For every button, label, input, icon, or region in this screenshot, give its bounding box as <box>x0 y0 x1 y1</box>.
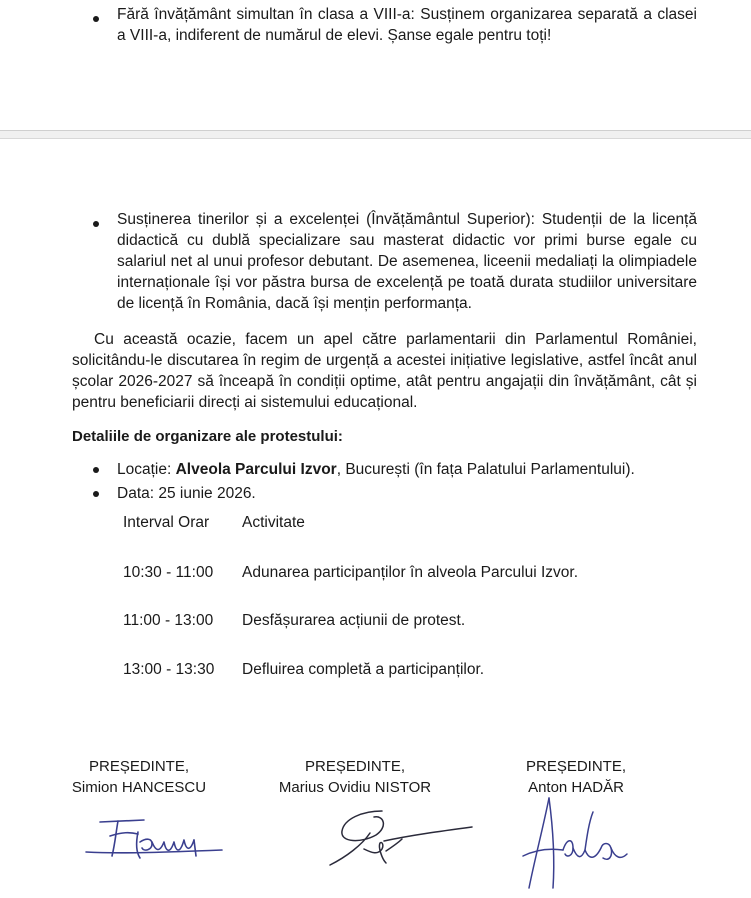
schedule-row-activity: Defluirea completă a participanților. <box>242 661 485 678</box>
signatory-title: PREȘEDINTE, <box>525 758 627 775</box>
organization-heading: Detaliile de organizare ale protestului: <box>72 428 343 445</box>
signatory-block <box>268 756 442 798</box>
bullet-icon <box>93 491 99 497</box>
signature-hancescu <box>82 812 242 868</box>
schedule-row-activity: Adunarea participanților în alveola Parcului Izvor. <box>242 564 579 581</box>
signature-nistor <box>322 805 482 877</box>
signatory-name: Marius Ovidiu NISTOR <box>278 779 432 796</box>
signature-hadar <box>515 788 645 896</box>
location-venue: Alveola Parcului Izvor <box>175 461 337 478</box>
schedule-row-time: 13:00 - 13:30 <box>123 661 215 678</box>
signatory-name: Anton HADĂR <box>528 779 624 796</box>
bullet-text: Fără învățământ simultan în clasa a VIII-a: Susținem organizarea separată a clasei a VIII-a, indiferent de numărul de elevi. Șanse egale pentru toți! <box>117 6 697 44</box>
location-label: Locație: <box>117 461 176 478</box>
signatory-title: PREȘEDINTE, <box>304 758 406 775</box>
schedule-header-time: Interval Orar <box>123 514 210 531</box>
bullet-icon <box>93 467 99 473</box>
signatory-block <box>60 756 218 798</box>
page-break <box>0 130 751 139</box>
schedule-row-activity: Desfășurarea acțiunii de protest. <box>242 612 466 629</box>
schedule-header-activity: Activitate <box>242 514 305 531</box>
signatory-title: PREȘEDINTE, <box>88 758 190 775</box>
schedule-row-time: 11:00 - 13:00 <box>123 612 214 629</box>
location-detail: , București (în fața Palatului Parlamentului). <box>336 461 635 478</box>
signatory-name: Simion HANCESCU <box>71 779 207 796</box>
bullet-icon <box>93 16 99 22</box>
bullet-icon <box>93 221 99 227</box>
schedule-row-time: 10:30 - 11:00 <box>123 564 214 581</box>
location-text <box>117 459 717 480</box>
date-text: Data: 25 iunie 2026. <box>117 485 256 502</box>
bullet-text: Susținerea tinerilor și a excelenței (Învățământul Superior): Studenții de la licență didactică cu dublă specializare sau masterat didactic vor primi burse egale cu salariul net al unui profesor debutant. De asemenea, liceenii medaliați la olimpiadele internaționale își vor păstra bursa de excelență pe toată durata studiilor universitare de licență în România, dacă își mențin performanța. <box>117 211 697 312</box>
appeal-paragraph: Cu această ocazie, facem un apel către parlamentarii din Parlamentul României, solicitându-le discutarea în regim de urgență a acestei inițiative legislative, astfel încât anul școlar 2026-2027 să înceapă în condiții optime, atât pentru angajații din învățământ, cât și pentru beneficiarii direcți ai sistemului educațional. <box>72 331 697 411</box>
